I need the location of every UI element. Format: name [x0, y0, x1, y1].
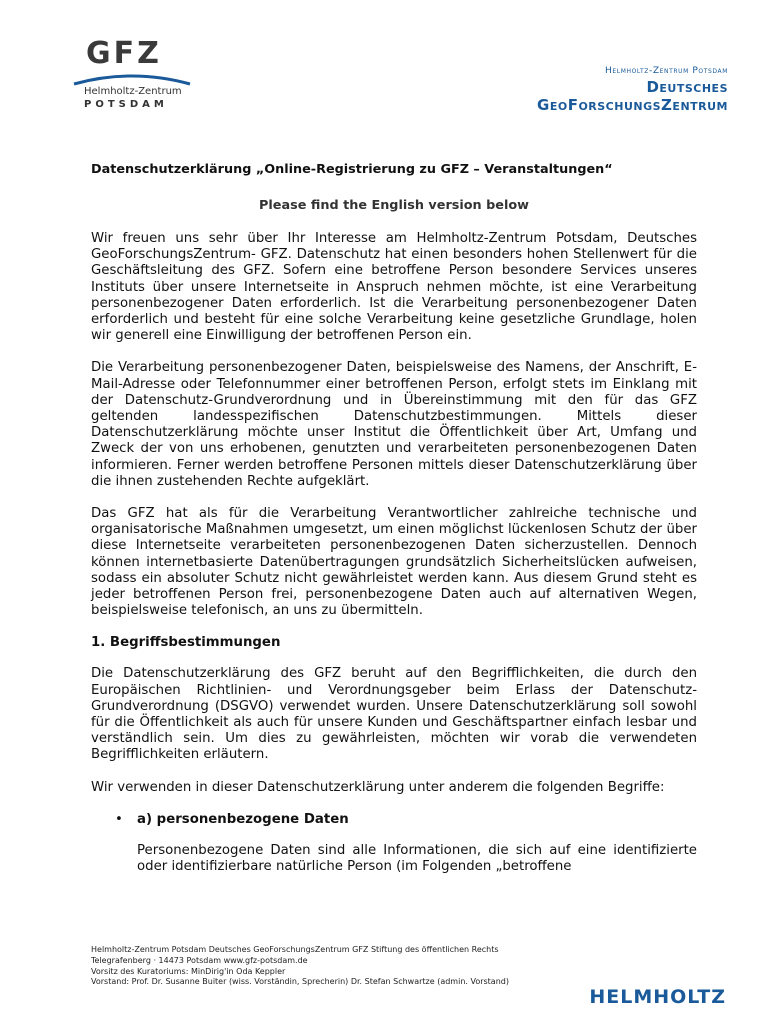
footer-line-4: Vorstand: Prof. Dr. Susanne Buiter (wiss. Vorständin, Sprecherin) Dr. Stefan Schwartze (admin. Vorstand): [91, 977, 509, 987]
document-subtitle: Please find the English version below: [259, 198, 529, 213]
list-item: [91, 812, 697, 827]
institute-wordmark: [537, 66, 728, 114]
wordmark-line-1: Helmholtz-Zentrum Potsdam: [605, 66, 728, 76]
list-item-text: Personenbezogene Daten sind alle Informationen, die sich auf eine identifizierte oder identifizierbare natürliche Person (im Folgenden „betroffene: [137, 842, 697, 875]
gfz-logo: [72, 36, 192, 116]
intro-paragraph-3: Das GFZ hat als für die Verarbeitung Verantwortlicher zahlreiche technische und organisatorische Maßnahmen umgesetzt, um einen möglichst lückenlosen Schutz der über diese Internetseite verarbeiteten personenbezogenen Daten sicherzustellen. Dennoch können internetbasierte Datenübertragungen grundsätzlich Sicherheitslücken aufweisen, sodass ein absoluter Schutz nicht gewährleistet werden kann. Aus diesem Grund steht es jeder betroffenen Person frei, personenbezogene Daten auch auf alternativen Wegen, beispielsweise telefonisch, an uns zu übermitteln.: [91, 506, 697, 619]
wordmark-line-2: Deutsches: [646, 78, 728, 96]
logo-subtitle-1: Helmholtz-Zentrum: [84, 86, 182, 97]
page-footer: [91, 945, 509, 988]
intro-paragraph-2: Die Verarbeitung personenbezogener Daten, beispielsweise des Namens, der Anschrift, E-Mail-Adresse oder Telefonnummer einer betroffenen Person, erfolgt stets im Einklang mit der Datenschutz-Grundverordnung und in Übereinstimmung mit den für das GFZ geltenden landesspezifischen Datenschutzbestimmungen. Mittels dieser Datenschutzerklärung möchte unser Institut die Öffentlichkeit über Art, Umfang und Zweck der von uns erhobenen, genutzten und verarbeiteten personenbezogenen Daten informieren. Ferner werden betroffene Personen mittels dieser Datenschutzerklärung über die ihnen zustehenden Rechte aufgeklärt.: [91, 360, 697, 489]
document-body: [91, 162, 697, 891]
footer-line-2: Telegrafenberg · 14473 Potsdam www.gfz-potsdam.de: [91, 955, 308, 965]
logo-subtitle-2: POTSDAM: [84, 99, 168, 110]
footer-line-1: Helmholtz-Zentrum Potsdam Deutsches GeoForschungsZentrum GFZ Stiftung des öffentlichen Rechts: [91, 945, 499, 954]
bullet-icon: •: [115, 811, 123, 827]
list-item-heading: a) personenbezogene Daten: [137, 811, 349, 827]
section-paragraph-1: Die Datenschutzerklärung des GFZ beruht auf den Begrifflichkeiten, die durch den Europäischen Richtlinien- und Verordnungsgeber beim Erlass der Datenschutz-Grundverordnung (DSGVO) verwendet wurden. Unsere Datenschutzerklärung soll sowohl für die Öffentlichkeit als auch für unsere Kunden und Geschäftspartner einfach lesbar und verständlich sein. Um dies zu gewährleisten, möchten wir vorab die verwendeten Begrifflichkeiten erläutern.: [91, 666, 697, 763]
wordmark-line-3: GeoForschungsZentrum: [537, 96, 728, 114]
logo-arc-icon: [72, 72, 192, 86]
footer-line-3: Vorsitz des Kuratoriums: MinDirig'in Oda Keppler: [91, 966, 286, 976]
helmholtz-logo: HELMHOLTZ: [589, 986, 726, 1008]
gfz-logo-mark: GFZ: [86, 36, 162, 71]
document-title: Datenschutzerklärung „Online-Registrierung zu GFZ – Veranstaltungen“: [91, 162, 613, 177]
section-heading: 1. Begriffsbestimmungen: [91, 635, 281, 651]
intro-paragraph-1: Wir freuen uns sehr über Ihr Interesse am Helmholtz-Zentrum Potsdam, Deutsches GeoForschungsZentrum- GFZ. Datenschutz hat einen besonders hohen Stellenwert für die Geschäftsleitung des GFZ. Sofern eine betroffene Person besondere Services unseres Instituts über unsere Internetseite in Anspruch nehmen möchte, ist eine Verarbeitung personenbezogener Daten erforderlich. Ist die Verarbeitung personenbezogener Daten erforderlich und besteht für eine solche Verarbeitung keine gesetzliche Grundlage, holen wir generell eine Einwilligung der betroffenen Person ein.: [91, 231, 697, 344]
section-paragraph-2: Wir verwenden in dieser Datenschutzerklärung unter anderem die folgenden Begriffe:: [91, 779, 665, 795]
